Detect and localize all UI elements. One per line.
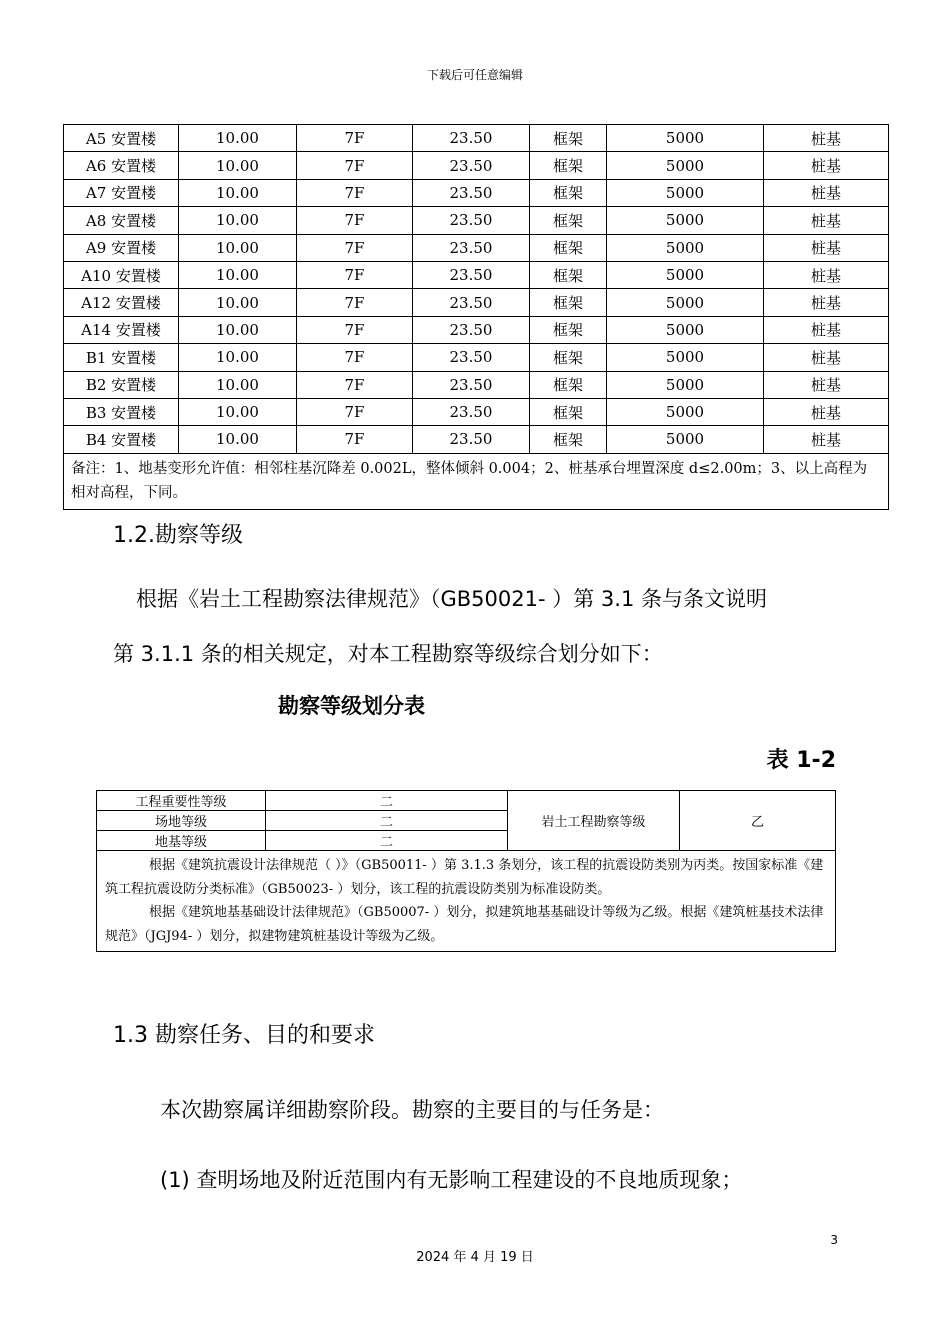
section-1-2-para-line2: 第 3.1.1 条的相关规定，对本工程勘察等级综合划分如下： [113,642,663,666]
section-1-3-item1: (1) 查明场地及附近范围内有无影响工程建设的不良地质现象； [160,1168,743,1192]
table-cell: B1 安置楼 [64,344,179,371]
table-cell: 框架 [530,234,607,261]
grade-note-line1: 根据《建筑抗震设计法律规范（ ）》（GB50011- ）第 3.1.3 条划分，该工程的抗震设防类别为丙类。按国家标准《建筑工程抗震设防分类标准》（GB50023- ）划分，该工程的抗震设防类别为标准设防类。 [105,858,824,897]
table-cell: 5000 [607,316,764,343]
table-cell: 10.00 [179,261,297,288]
table-row [64,152,889,179]
table-cell: 桩基 [764,207,889,234]
table-cell: 框架 [530,207,607,234]
page-number: 3 [830,1233,838,1247]
grade-table-title: 勘察等级划分表 [278,694,425,718]
table-row [64,125,889,152]
table-row [64,426,889,453]
table-cell: 7F [297,179,413,206]
table-cell: 7F [297,125,413,152]
table-cell: 桩基 [764,316,889,343]
table-cell: 23.50 [413,152,530,179]
table-cell: 5000 [607,289,764,316]
section-1-3-heading: 1.3 勘察任务、目的和要求 [113,1023,375,1048]
table-cell: 23.50 [413,125,530,152]
table-cell: B3 安置楼 [64,398,179,425]
table-cell: 23.50 [413,316,530,343]
table-cell: 10.00 [179,344,297,371]
table-cell: 桩基 [764,426,889,453]
table-cell: 场地等级 [97,811,266,831]
table-cell: 框架 [530,261,607,288]
table-cell: 5000 [607,152,764,179]
table-cell: 7F [297,316,413,343]
table-cell: 5000 [607,344,764,371]
table-cell: 23.50 [413,426,530,453]
table-cell: 5000 [607,125,764,152]
table-cell: 框架 [530,289,607,316]
table-cell: 桩基 [764,261,889,288]
table-row [64,453,889,509]
page-header: 下载后可任意编辑 [426,68,523,82]
table-cell: 10.00 [179,152,297,179]
table-cell: 23.50 [413,371,530,398]
table-cell: A6 安置楼 [64,152,179,179]
table-cell: 桩基 [764,344,889,371]
table-note: 备注：1、地基变形允许值：相邻柱基沉降差 0.002L，整体倾斜 0.004；2、桩基承台埋置深度 d≤2.00m；3、以上高程为相对高程，下同。 [64,453,889,509]
table-cell: 10.00 [179,398,297,425]
table-cell: 10.00 [179,207,297,234]
table-cell: A7 安置楼 [64,179,179,206]
table-cell: 桩基 [764,398,889,425]
grade-table-note [97,851,836,952]
table-row [64,234,889,261]
table-cell: A14 安置楼 [64,316,179,343]
table-cell: 7F [297,261,413,288]
table-cell: 桩基 [764,234,889,261]
table-row [64,371,889,398]
building-parameters-table [63,124,889,510]
table-cell: 桩基 [764,371,889,398]
table-row [97,791,836,811]
table-cell: 7F [297,234,413,261]
table-cell: 10.00 [179,179,297,206]
table-cell: A12 安置楼 [64,289,179,316]
table-cell: 23.50 [413,234,530,261]
table-cell: 地基等级 [97,831,266,851]
table-cell: 5000 [607,398,764,425]
table-cell: 框架 [530,179,607,206]
table-row [64,261,889,288]
table-cell: 框架 [530,344,607,371]
table-cell: 7F [297,289,413,316]
table-cell: 二 [266,791,508,811]
section-1-2-para-line1: 根据《岩土工程勘察法律规范》（GB50021- ）第 3.1 条与条文说明 [136,587,767,611]
table-cell: 7F [297,152,413,179]
table-cell: 7F [297,344,413,371]
table-cell: 工程重要性等级 [97,791,266,811]
table-cell: 23.50 [413,398,530,425]
table-cell: A5 安置楼 [64,125,179,152]
table-cell: 23.50 [413,289,530,316]
table-cell: 5000 [607,207,764,234]
table-cell: 7F [297,398,413,425]
table-cell: A10 安置楼 [64,261,179,288]
table-cell: 5000 [607,261,764,288]
table-cell: 7F [297,207,413,234]
grade-table-label: 表 1-2 [766,748,836,773]
survey-grade-label: 岩土工程勘察等级 [508,791,680,851]
table-cell: B4 安置楼 [64,426,179,453]
table-cell: 10.00 [179,289,297,316]
table-cell: 7F [297,426,413,453]
table-cell: 框架 [530,152,607,179]
table-cell: 框架 [530,398,607,425]
table-cell: 10.00 [179,234,297,261]
section-1-3-para: 本次勘察属详细勘察阶段。勘察的主要目的与任务是： [160,1098,664,1122]
table-cell: 5000 [607,179,764,206]
table-cell: 10.00 [179,125,297,152]
table-cell: 5000 [607,234,764,261]
table-cell: A8 安置楼 [64,207,179,234]
table-cell: 桩基 [764,289,889,316]
table-cell: 5000 [607,371,764,398]
table-cell: 桩基 [764,125,889,152]
table-cell: 5000 [607,426,764,453]
survey-grade-value: 乙 [680,791,836,851]
grade-note-line2: 根据《建筑地基基础设计法律规范》（GB50007- ）划分，拟建筑地基基础设计等级为乙级。根据《建筑桩基技术法律规范》（JGJ94- ）划分，拟建物建筑桩基设计等级为乙级。 [105,905,824,944]
table-cell: A9 安置楼 [64,234,179,261]
table-row [64,344,889,371]
table-cell: 二 [266,811,508,831]
footer-date: 2024 年 4 月 19 日 [416,1250,534,1265]
table-cell: B2 安置楼 [64,371,179,398]
section-1-2-heading: 1.2.勘察等级 [113,523,243,548]
table-cell: 10.00 [179,426,297,453]
table-row [97,851,836,952]
survey-grade-table [96,790,836,952]
table-cell: 框架 [530,426,607,453]
table-cell: 桩基 [764,152,889,179]
table-row [64,207,889,234]
table-cell: 桩基 [764,179,889,206]
table-cell: 23.50 [413,207,530,234]
table-cell: 框架 [530,316,607,343]
table-cell: 23.50 [413,179,530,206]
table-cell: 23.50 [413,261,530,288]
table-row [64,289,889,316]
table-cell: 10.00 [179,371,297,398]
table-cell: 23.50 [413,344,530,371]
table-cell: 10.00 [179,316,297,343]
table-cell: 框架 [530,125,607,152]
table-cell: 二 [266,831,508,851]
table-cell: 7F [297,371,413,398]
table-row [64,316,889,343]
table-row [64,398,889,425]
table-cell: 框架 [530,371,607,398]
table-row [64,179,889,206]
